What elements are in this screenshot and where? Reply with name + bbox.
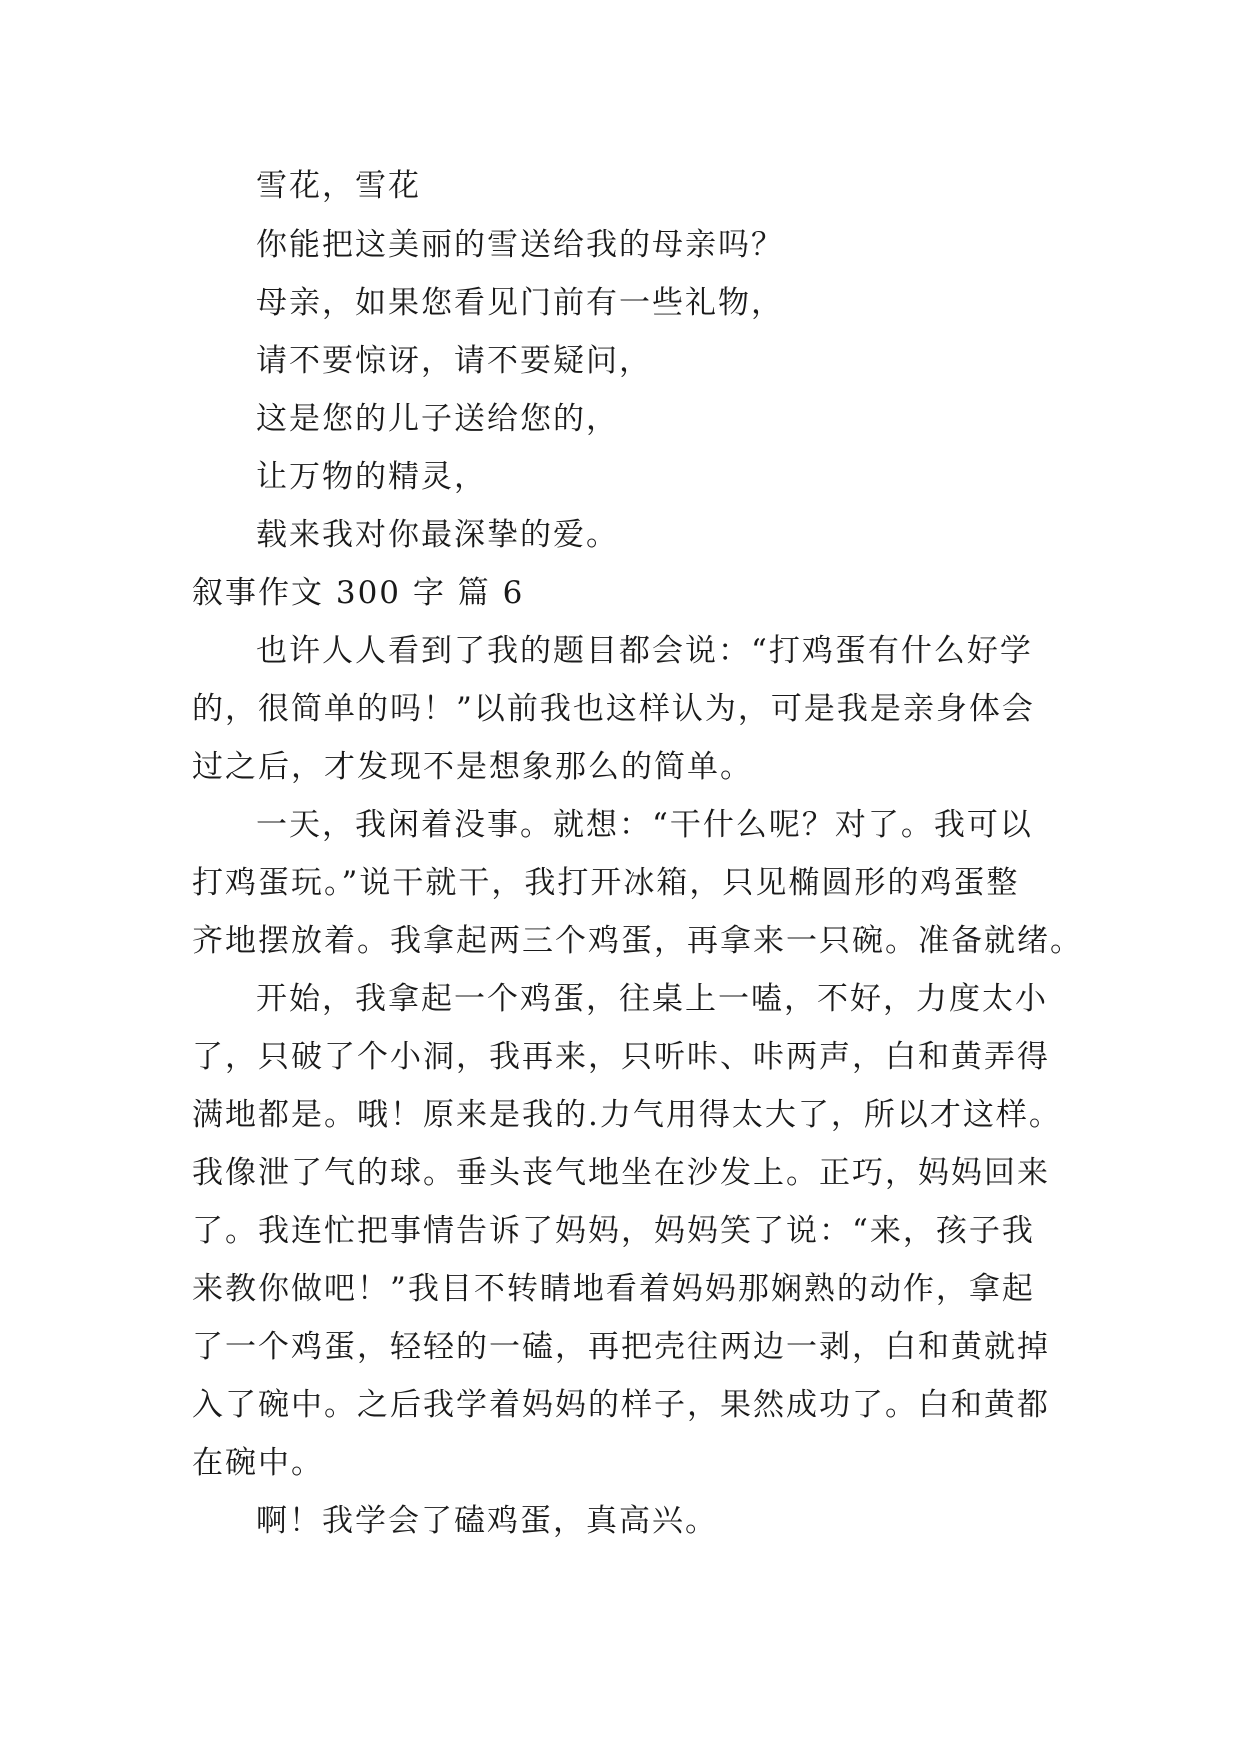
essay-line: 也许人人看到了我的题目都会说：“打鸡蛋有什么好学 <box>256 633 1033 669</box>
poem-line: 你能把这美丽的雪送给我的母亲吗？ <box>256 227 784 263</box>
essay-line: 打鸡蛋玩。”说干就干，我打开冰箱，只见椭圆形的鸡蛋整 <box>192 865 1020 901</box>
essay-line: 在碗中。 <box>192 1445 324 1481</box>
essay-line: 齐地摆放着。我拿起两三个鸡蛋，再拿来一只碗。准备就绪。 <box>192 923 1083 959</box>
essay-line: 我像泄了气的球。垂头丧气地坐在沙发上。正巧，妈妈回来 <box>192 1155 1050 1191</box>
poem-line: 雪花，雪花 <box>256 168 421 204</box>
essay-line: 入了碗中。之后我学着妈妈的样子，果然成功了。白和黄都 <box>192 1387 1050 1423</box>
poem-line: 请不要惊讶，请不要疑问， <box>256 343 652 379</box>
poem-line: 让万物的精灵， <box>256 459 487 495</box>
essay-line: 的，很简单的吗！”以前我也这样认为，可是我是亲身体会 <box>192 691 1035 727</box>
essay-line: 来教你做吧！”我目不转睛地看着妈妈那娴熟的动作，拿起 <box>192 1271 1035 1307</box>
section-heading: 叙事作文 300 字 篇 6 <box>192 575 525 611</box>
poem-line: 这是您的儿子送给您的， <box>256 401 619 437</box>
essay-line: 一天，我闲着没事。就想：“干什么呢？对了。我可以 <box>256 807 1033 843</box>
essay-line: 开始，我拿起一个鸡蛋，往桌上一嗑，不好，力度太小 <box>256 981 1048 1017</box>
poem-line: 母亲，如果您看见门前有一些礼物， <box>256 285 784 321</box>
essay-line: 了，只破了个小洞，我再来，只听咔、咔两声，白和黄弄得 <box>192 1039 1050 1075</box>
essay-line: 了。我连忙把事情告诉了妈妈，妈妈笑了说：“来，孩子我 <box>192 1213 1035 1249</box>
essay-line: 满地都是。哦！原来是我的.力气用得太大了，所以才这样。 <box>192 1097 1062 1133</box>
essay-line: 了一个鸡蛋，轻轻的一磕，再把壳往两边一剥，白和黄就掉 <box>192 1329 1050 1365</box>
poem-line: 载来我对你最深挚的爱。 <box>256 517 619 553</box>
essay-line: 啊！我学会了磕鸡蛋，真高兴。 <box>256 1503 718 1539</box>
essay-line: 过之后，才发现不是想象那么的简单。 <box>192 749 753 785</box>
